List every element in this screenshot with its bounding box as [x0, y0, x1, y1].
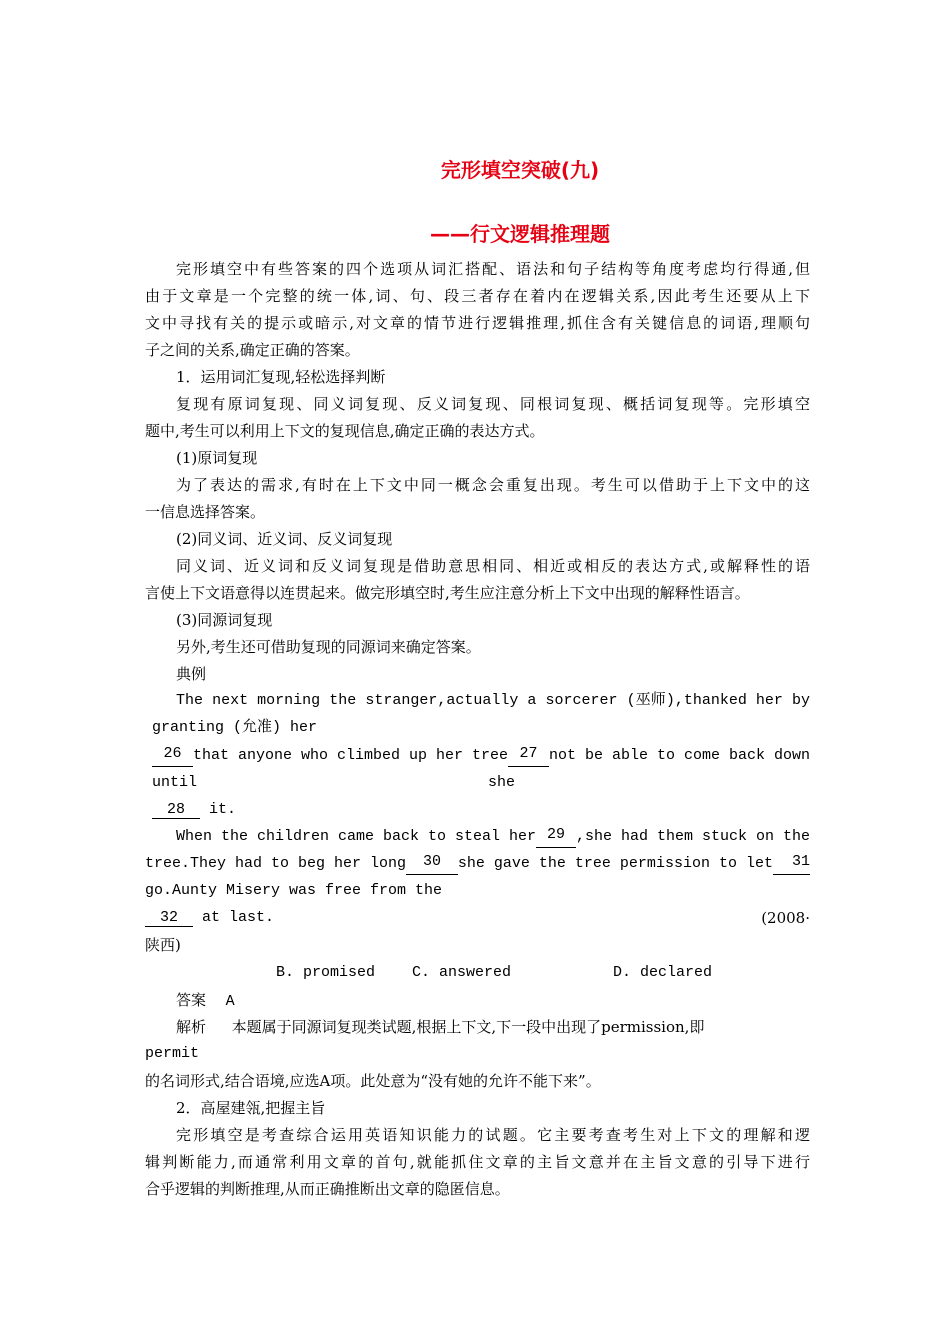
option-d: D. declared [613, 964, 713, 981]
answer-value: A [225, 993, 235, 1010]
intro-line-3: 文中寻找有关的提示或暗示,对文章的情节进行逻辑推理,抓住含有关键信息的词语,理顺句 [145, 314, 810, 332]
example-label: 典例 [176, 665, 207, 683]
example-p2-a: When the children came back to steal her [176, 828, 537, 845]
sub1-heading: (1)原词复现 [176, 449, 258, 467]
analysis-text-3: 的名词形式,结合语境,应选A项。此处意为“没有她的允许不能下来”。 [145, 1072, 601, 1090]
source-year: (2008· [761, 909, 810, 927]
example-line-5-text: it. [209, 801, 237, 818]
sub2-body-2: 言使上下文语意得以连贯起来。做完形填空时,考生应注意分析上下文中出现的解释性语言。 [145, 584, 750, 602]
option-c: C. answered [412, 964, 512, 981]
example-line-3 [152, 745, 810, 767]
example-p2-line-1 [176, 826, 810, 848]
intro-line-1: 完形填空中有些答案的四个选项从词汇搭配、语法和句子结构等角度考虑均行得通,但 [176, 260, 810, 278]
example-line-2: granting (允准) her [152, 719, 318, 736]
answer-label: 答案 [176, 991, 207, 1009]
analysis-text-2: permit [145, 1045, 200, 1062]
blank-32: 32 [145, 909, 193, 927]
blank-28: 28 [152, 801, 200, 819]
sub1-body-1: 为了表达的需求,有时在上下文中同一概念会重复出现。考生可以借助于上下文中的这 [176, 476, 810, 494]
analysis-row [176, 1016, 810, 1038]
blank-27: 27 [508, 745, 549, 767]
example-p2-c: tree.They had to beg her long [145, 855, 407, 872]
example-p2-d: she gave the tree permission to let [457, 855, 773, 872]
section2-body-3: 合乎逻辑的判断推理,从而正确推断出文章的隐匿信息。 [145, 1180, 510, 1198]
section2-heading: 2．高屋建瓴,把握主旨 [176, 1099, 326, 1117]
section1-body-1: 复现有原词复现、同义词复现、反义词复现、同根词复现、概括词复现等。完形填空 [176, 395, 810, 413]
section1-heading: 1．运用词汇复现,轻松选择判断 [176, 368, 386, 386]
example-line-4a: until [152, 774, 198, 791]
example-p2-b: ,she had them stuck on the [575, 828, 810, 845]
intro-line-2: 由于文章是一个完整的统一体,词、句、段三者存在着内在逻辑关系,因此考生还要从上下 [145, 287, 810, 305]
blank-26: 26 [152, 745, 193, 767]
blank-30: 30 [406, 853, 458, 875]
source-province: 陕西) [145, 936, 181, 954]
analysis-text-1: 本题属于同源词复现类试题,根据上下文,下一段中出现了permission,即 [231, 1018, 705, 1036]
sub3-heading: (3)同源词复现 [176, 611, 273, 629]
section2-body-1: 完形填空是考查综合运用英语知识能力的试题。它主要考查考生对上下文的理解和逻 [176, 1126, 810, 1144]
example-line-3a: that anyone who climbed up her tree [192, 747, 508, 764]
page-subtitle: ——行文逻辑推理题 [430, 222, 610, 246]
section2-body-2: 辑判断能力,而通常利用文章的首句,就能抓住文章的主旨文意并在主旨文意的引导下进行 [145, 1153, 810, 1171]
sub2-heading: (2)同义词、近义词、反义词复现 [176, 530, 393, 548]
example-line-1: The next morning the stranger,actually a sorcerer (巫师),thanked her by [176, 692, 810, 709]
sub3-body: 另外,考生还可借助复现的同源词来确定答案。 [176, 638, 481, 656]
blank-31: 31 [773, 853, 810, 875]
example-p2-line-2 [145, 853, 810, 875]
blank-29: 29 [536, 826, 576, 848]
example-line-5 [152, 799, 817, 821]
example-line-3b: not be able to come back down [548, 747, 810, 764]
analysis-label: 解析 [176, 1018, 207, 1036]
sub2-body-1: 同义词、近义词和反义词复现是借助意思相同、相近或相反的表达方式,或解释性的语 [176, 557, 810, 575]
example-p2-line-3: go.Aunty Misery was free from the [145, 882, 443, 899]
example-line-4b: she [488, 774, 516, 791]
intro-line-4: 子之间的关系,确定正确的答案。 [145, 341, 360, 359]
section1-body-2: 题中,考生可以利用上下文的复现信息,确定正确的表达方式。 [145, 422, 545, 440]
option-b: B. promised [276, 964, 376, 981]
answer-row [176, 989, 810, 1013]
example-p2-line-4 [145, 907, 810, 929]
example-p2-f: at last. [202, 909, 275, 926]
page-title: 完形填空突破(九) [440, 158, 600, 182]
sub1-body-2: 一信息选择答案。 [145, 503, 266, 521]
